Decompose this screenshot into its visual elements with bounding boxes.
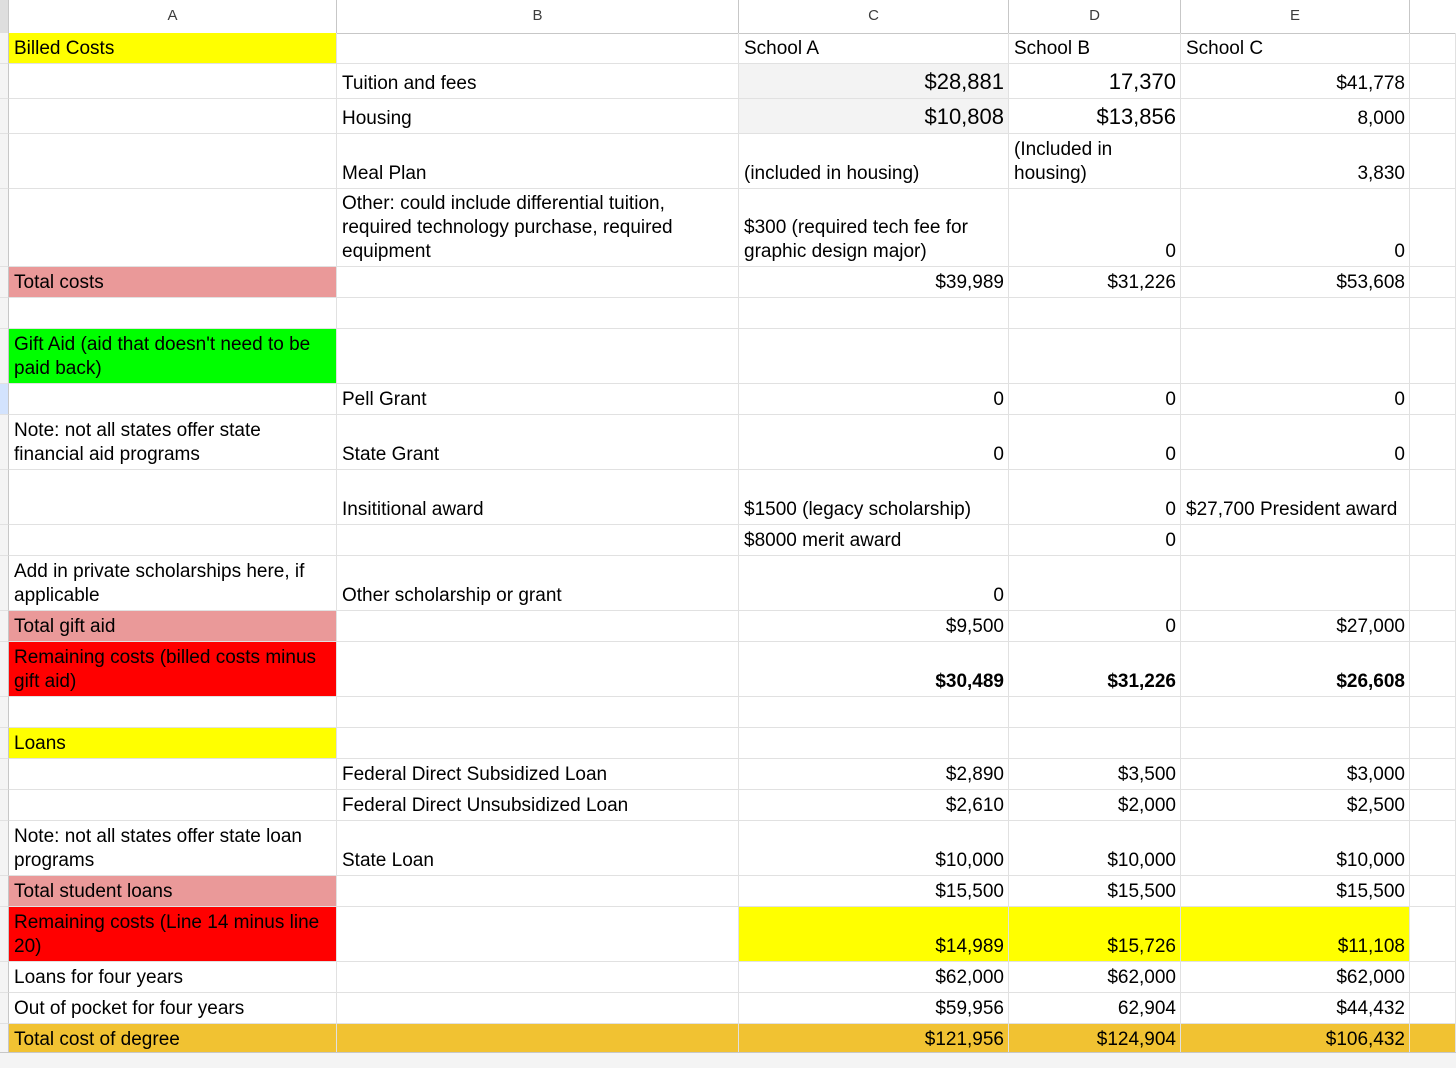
cell-f[interactable] bbox=[1410, 189, 1456, 267]
cell-b[interactable] bbox=[337, 611, 739, 642]
cell-d[interactable] bbox=[1009, 821, 1181, 876]
cell-text: $39,989 bbox=[935, 272, 1004, 293]
cell-c[interactable] bbox=[739, 556, 1009, 611]
cell-c[interactable] bbox=[739, 525, 1009, 556]
cell-d[interactable] bbox=[1009, 267, 1181, 298]
cell-text: $62,000 bbox=[1336, 967, 1405, 988]
horizontal-scrollbar[interactable] bbox=[0, 1052, 1456, 1068]
table-row bbox=[0, 470, 1456, 525]
cell-f[interactable] bbox=[1410, 470, 1456, 525]
cell-text: $28,881 bbox=[924, 69, 1004, 94]
cell-text: $106,432 bbox=[1325, 1029, 1405, 1050]
row-header[interactable] bbox=[0, 697, 9, 728]
cell-f[interactable] bbox=[1410, 993, 1456, 1024]
cell-e[interactable] bbox=[1181, 876, 1410, 907]
cell-b[interactable] bbox=[337, 697, 739, 728]
cell-a[interactable] bbox=[9, 907, 337, 962]
cell-text: School A bbox=[744, 38, 819, 59]
cell-a[interactable] bbox=[9, 384, 337, 415]
cell-c[interactable] bbox=[739, 907, 1009, 962]
cell-b[interactable] bbox=[337, 993, 739, 1024]
cell-a[interactable] bbox=[9, 642, 337, 697]
cell-a[interactable] bbox=[9, 1024, 337, 1055]
table-row bbox=[0, 298, 1456, 329]
cell-text: $14,989 bbox=[935, 936, 1004, 957]
cell-d[interactable] bbox=[1009, 470, 1181, 525]
cell-a[interactable] bbox=[9, 790, 337, 821]
cell-a[interactable] bbox=[9, 470, 337, 525]
cell-a[interactable] bbox=[9, 525, 337, 556]
cell-text: (included in housing) bbox=[744, 163, 920, 184]
cell-c[interactable] bbox=[739, 642, 1009, 697]
cell-text: 0 bbox=[1394, 444, 1405, 465]
cell-e[interactable] bbox=[1181, 790, 1410, 821]
cell-text: 0 bbox=[993, 585, 1004, 606]
cell-b[interactable] bbox=[337, 821, 739, 876]
row-header[interactable] bbox=[0, 556, 9, 611]
cell-e[interactable] bbox=[1181, 1024, 1410, 1055]
cell-b[interactable] bbox=[337, 99, 739, 134]
cell-text: 0 bbox=[993, 444, 1004, 465]
cell-d[interactable] bbox=[1009, 298, 1181, 329]
cell-text: $31,226 bbox=[1107, 671, 1176, 692]
cell-text: Other scholarship or grant bbox=[342, 585, 562, 606]
table-row bbox=[0, 611, 1456, 642]
cell-f[interactable] bbox=[1410, 298, 1456, 329]
cell-text: $9,500 bbox=[945, 616, 1004, 637]
cell-text: $10,808 bbox=[924, 104, 1004, 129]
cell-e[interactable] bbox=[1181, 99, 1410, 134]
cell-a[interactable] bbox=[9, 821, 337, 876]
cell-a[interactable] bbox=[9, 329, 337, 384]
cell-text: $62,000 bbox=[935, 967, 1004, 988]
cell-b[interactable] bbox=[337, 33, 739, 64]
cell-d[interactable] bbox=[1009, 993, 1181, 1024]
cell-c[interactable] bbox=[739, 1024, 1009, 1055]
cell-text: 3,830 bbox=[1357, 163, 1405, 184]
table-row bbox=[0, 697, 1456, 728]
cell-f[interactable] bbox=[1410, 134, 1456, 189]
cell-a[interactable] bbox=[9, 415, 337, 470]
cell-d[interactable] bbox=[1009, 329, 1181, 384]
cell-c[interactable] bbox=[739, 189, 1009, 267]
cell-b[interactable] bbox=[337, 962, 739, 993]
cell-a[interactable] bbox=[9, 298, 337, 329]
cell-f[interactable] bbox=[1410, 962, 1456, 993]
cell-e[interactable] bbox=[1181, 64, 1410, 99]
cell-a[interactable] bbox=[9, 697, 337, 728]
cell-d[interactable] bbox=[1009, 64, 1181, 99]
cell-b[interactable] bbox=[337, 728, 739, 759]
cell-text: 17,370 bbox=[1108, 69, 1176, 94]
cell-text: 0 bbox=[993, 389, 1004, 410]
cell-a[interactable] bbox=[9, 134, 337, 189]
cell-e[interactable] bbox=[1181, 907, 1410, 962]
cell-text: 0 bbox=[1165, 499, 1176, 520]
cell-f[interactable] bbox=[1410, 759, 1456, 790]
cell-text: $59,956 bbox=[935, 998, 1004, 1019]
cell-d[interactable] bbox=[1009, 876, 1181, 907]
cell-e[interactable] bbox=[1181, 821, 1410, 876]
cell-d[interactable] bbox=[1009, 907, 1181, 962]
cell-text: $11,108 bbox=[1337, 936, 1405, 957]
cell-f[interactable] bbox=[1410, 99, 1456, 134]
cell-text: $1500 (legacy scholarship) bbox=[744, 499, 972, 520]
cell-e[interactable] bbox=[1181, 993, 1410, 1024]
cell-text: Tuition and fees bbox=[342, 73, 477, 94]
cell-text: Housing bbox=[342, 108, 412, 129]
cell-text: 8,000 bbox=[1357, 108, 1405, 129]
cell-text: Total gift aid bbox=[14, 616, 116, 637]
cell-f[interactable] bbox=[1410, 642, 1456, 697]
cell-text: School C bbox=[1186, 38, 1264, 59]
cell-d[interactable] bbox=[1009, 415, 1181, 470]
cell-d[interactable] bbox=[1009, 962, 1181, 993]
row-header[interactable] bbox=[0, 189, 9, 267]
cell-c[interactable] bbox=[739, 611, 1009, 642]
cell-c[interactable] bbox=[739, 470, 1009, 525]
cell-text: $10,000 bbox=[1107, 850, 1176, 871]
cell-b[interactable] bbox=[337, 876, 739, 907]
cell-f[interactable] bbox=[1410, 907, 1456, 962]
cell-c[interactable] bbox=[739, 267, 1009, 298]
cell-b[interactable] bbox=[337, 642, 739, 697]
row-header[interactable] bbox=[0, 134, 9, 189]
cell-e[interactable] bbox=[1181, 470, 1410, 525]
cell-c[interactable] bbox=[739, 821, 1009, 876]
cell-e[interactable] bbox=[1181, 759, 1410, 790]
cell-d[interactable] bbox=[1009, 1024, 1181, 1055]
cell-b[interactable] bbox=[337, 556, 739, 611]
table-row bbox=[0, 993, 1456, 1024]
row-header[interactable] bbox=[0, 611, 9, 642]
cell-text: $15,500 bbox=[935, 881, 1004, 902]
cell-text: Remaining costs (Line 14 minus line 20) bbox=[14, 912, 320, 957]
cell-f[interactable] bbox=[1410, 267, 1456, 298]
row-header[interactable] bbox=[0, 821, 9, 876]
row-header[interactable] bbox=[0, 1024, 9, 1055]
table-row bbox=[0, 876, 1456, 907]
cell-c[interactable] bbox=[739, 962, 1009, 993]
table-row bbox=[0, 962, 1456, 993]
cell-text: $15,500 bbox=[1336, 881, 1405, 902]
cell-text: $300 (required tech fee for graphic design major) bbox=[744, 217, 968, 262]
column-header-b[interactable]: B bbox=[337, 0, 739, 33]
table-row bbox=[0, 189, 1456, 267]
column-header-e[interactable]: E bbox=[1181, 0, 1410, 33]
cell-d[interactable] bbox=[1009, 642, 1181, 697]
row-header[interactable] bbox=[0, 99, 9, 134]
cell-f[interactable] bbox=[1410, 556, 1456, 611]
table-row bbox=[0, 329, 1456, 384]
cell-e[interactable] bbox=[1181, 642, 1410, 697]
cell-text: $62,000 bbox=[1107, 967, 1176, 988]
table-row bbox=[0, 134, 1456, 189]
cell-d[interactable] bbox=[1009, 189, 1181, 267]
cell-text: Note: not all states offer state financial aid programs bbox=[14, 420, 261, 465]
cell-a[interactable] bbox=[9, 189, 337, 267]
cell-text: Loans for four years bbox=[14, 967, 183, 988]
cell-f[interactable] bbox=[1410, 384, 1456, 415]
cell-text: $13,856 bbox=[1096, 104, 1176, 129]
cell-c[interactable] bbox=[739, 134, 1009, 189]
cell-b[interactable] bbox=[337, 298, 739, 329]
cell-text: $3,000 bbox=[1346, 764, 1405, 785]
cell-d[interactable] bbox=[1009, 134, 1181, 189]
row-header[interactable] bbox=[0, 759, 9, 790]
cell-text: Total costs bbox=[14, 272, 104, 293]
cell-c[interactable] bbox=[739, 99, 1009, 134]
cell-text: $53,608 bbox=[1336, 272, 1405, 293]
cell-d[interactable] bbox=[1009, 384, 1181, 415]
cell-e[interactable] bbox=[1181, 189, 1410, 267]
row-header[interactable] bbox=[0, 993, 9, 1024]
cell-text: 0 bbox=[1165, 444, 1176, 465]
table-row bbox=[0, 642, 1456, 697]
table-row bbox=[0, 907, 1456, 962]
cell-text: Out of pocket for four years bbox=[14, 998, 245, 1019]
cell-text: $26,608 bbox=[1336, 671, 1405, 692]
cell-f[interactable] bbox=[1410, 415, 1456, 470]
cell-a[interactable] bbox=[9, 611, 337, 642]
row-header[interactable] bbox=[0, 64, 9, 99]
cell-text: $41,778 bbox=[1336, 73, 1405, 94]
cell-e[interactable] bbox=[1181, 611, 1410, 642]
cell-c[interactable] bbox=[739, 876, 1009, 907]
cell-b[interactable] bbox=[337, 64, 739, 99]
cell-a[interactable] bbox=[9, 99, 337, 134]
cell-d[interactable] bbox=[1009, 611, 1181, 642]
cell-text: $2,890 bbox=[945, 764, 1004, 785]
cell-e[interactable] bbox=[1181, 525, 1410, 556]
cell-text: Pell Grant bbox=[342, 389, 427, 410]
cell-e[interactable] bbox=[1181, 962, 1410, 993]
table-row bbox=[0, 33, 1456, 64]
row-header[interactable] bbox=[0, 329, 9, 384]
table-row bbox=[0, 267, 1456, 298]
row-header[interactable] bbox=[0, 728, 9, 759]
cell-b[interactable] bbox=[337, 384, 739, 415]
cell-b[interactable] bbox=[337, 1024, 739, 1055]
cell-a[interactable] bbox=[9, 64, 337, 99]
table-row bbox=[0, 821, 1456, 876]
cell-a[interactable] bbox=[9, 267, 337, 298]
cell-text: 62,904 bbox=[1117, 998, 1176, 1019]
cell-text: Total cost of degree bbox=[14, 1029, 180, 1050]
table-row bbox=[0, 99, 1456, 134]
table-row bbox=[0, 525, 1456, 556]
cell-b[interactable] bbox=[337, 415, 739, 470]
table-row bbox=[0, 1024, 1456, 1055]
cell-d[interactable] bbox=[1009, 697, 1181, 728]
table-row bbox=[0, 64, 1456, 99]
cell-b[interactable] bbox=[337, 189, 739, 267]
row-header[interactable] bbox=[0, 384, 9, 415]
cell-c[interactable] bbox=[739, 64, 1009, 99]
cell-text: $121,956 bbox=[924, 1029, 1004, 1050]
row-header[interactable] bbox=[0, 298, 9, 329]
cell-text: $124,904 bbox=[1096, 1029, 1176, 1050]
table-row bbox=[0, 759, 1456, 790]
cell-f[interactable] bbox=[1410, 728, 1456, 759]
cell-text: $30,489 bbox=[935, 671, 1004, 692]
table-row bbox=[0, 556, 1456, 611]
cell-a[interactable] bbox=[9, 759, 337, 790]
cell-text: (Included in housing) bbox=[1014, 139, 1113, 184]
cell-d[interactable] bbox=[1009, 33, 1181, 64]
cell-d[interactable] bbox=[1009, 99, 1181, 134]
select-all-corner[interactable] bbox=[0, 0, 9, 33]
cell-text: Other: could include differential tuition, required technology purchase, required equipment bbox=[342, 193, 673, 262]
cell-c[interactable] bbox=[739, 697, 1009, 728]
cell-text: $31,226 bbox=[1107, 272, 1176, 293]
cell-f[interactable] bbox=[1410, 64, 1456, 99]
cell-text: 0 bbox=[1394, 389, 1405, 410]
cell-c[interactable] bbox=[739, 728, 1009, 759]
cell-text: $2,500 bbox=[1346, 795, 1405, 816]
cell-c[interactable] bbox=[739, 993, 1009, 1024]
row-header[interactable] bbox=[0, 642, 9, 697]
row-header[interactable] bbox=[0, 525, 9, 556]
table-row bbox=[0, 728, 1456, 759]
cell-f[interactable] bbox=[1410, 33, 1456, 64]
cell-e[interactable] bbox=[1181, 697, 1410, 728]
cell-d[interactable] bbox=[1009, 556, 1181, 611]
cell-a[interactable] bbox=[9, 876, 337, 907]
cell-b[interactable] bbox=[337, 329, 739, 384]
cell-e[interactable] bbox=[1181, 33, 1410, 64]
row-header[interactable] bbox=[0, 876, 9, 907]
column-header-a[interactable]: A bbox=[9, 0, 337, 33]
cell-text: Federal Direct Unsubsidized Loan bbox=[342, 795, 629, 816]
cell-e[interactable] bbox=[1181, 267, 1410, 298]
cell-e[interactable] bbox=[1181, 728, 1410, 759]
cell-e[interactable] bbox=[1181, 329, 1410, 384]
cell-e[interactable] bbox=[1181, 384, 1410, 415]
cell-a[interactable] bbox=[9, 728, 337, 759]
row-header[interactable] bbox=[0, 33, 9, 64]
cell-b[interactable] bbox=[337, 790, 739, 821]
cell-text: Note: not all states offer state loan programs bbox=[14, 826, 302, 871]
table-row bbox=[0, 384, 1456, 415]
column-header-row bbox=[0, 0, 1456, 34]
cell-text: $10,000 bbox=[1336, 850, 1405, 871]
cell-text: Total student loans bbox=[14, 881, 173, 902]
cell-e[interactable] bbox=[1181, 556, 1410, 611]
cell-text: $27,700 President award bbox=[1186, 499, 1398, 520]
cell-c[interactable] bbox=[739, 759, 1009, 790]
cell-text: State Loan bbox=[342, 850, 434, 871]
cell-text: 0 bbox=[1165, 616, 1176, 637]
cell-text: $10,000 bbox=[935, 850, 1004, 871]
cell-e[interactable] bbox=[1181, 134, 1410, 189]
table-row bbox=[0, 790, 1456, 821]
cell-text: Add in private scholarships here, if applicable bbox=[14, 561, 305, 606]
row-header[interactable] bbox=[0, 962, 9, 993]
cell-text: Remaining costs (billed costs minus gift aid) bbox=[14, 647, 317, 692]
cell-f[interactable] bbox=[1410, 821, 1456, 876]
cell-text: Meal Plan bbox=[342, 163, 427, 184]
row-header[interactable] bbox=[0, 267, 9, 298]
cell-f[interactable] bbox=[1410, 329, 1456, 384]
cell-d[interactable] bbox=[1009, 759, 1181, 790]
cell-text: $15,726 bbox=[1107, 936, 1176, 957]
cell-text: Loans bbox=[14, 733, 66, 754]
cell-text: Gift Aid (aid that doesn't need to be paid back) bbox=[14, 334, 311, 379]
cell-c[interactable] bbox=[739, 415, 1009, 470]
cell-f[interactable] bbox=[1410, 611, 1456, 642]
cell-text: $15,500 bbox=[1107, 881, 1176, 902]
cell-c[interactable] bbox=[739, 329, 1009, 384]
cell-f[interactable] bbox=[1410, 525, 1456, 556]
cell-text: 0 bbox=[1165, 389, 1176, 410]
cell-f[interactable] bbox=[1410, 876, 1456, 907]
cell-b[interactable] bbox=[337, 267, 739, 298]
cell-e[interactable] bbox=[1181, 298, 1410, 329]
cell-a[interactable] bbox=[9, 33, 337, 64]
cell-c[interactable] bbox=[739, 790, 1009, 821]
cell-text: $3,500 bbox=[1117, 764, 1176, 785]
cell-a[interactable] bbox=[9, 556, 337, 611]
cell-c[interactable] bbox=[739, 33, 1009, 64]
cell-c[interactable] bbox=[739, 298, 1009, 329]
row-header[interactable] bbox=[0, 470, 9, 525]
column-header-c[interactable]: C bbox=[739, 0, 1009, 33]
cell-b[interactable] bbox=[337, 759, 739, 790]
cell-f[interactable] bbox=[1410, 697, 1456, 728]
cell-text: 0 bbox=[1165, 241, 1176, 262]
cell-text: 0 bbox=[1394, 241, 1405, 262]
cell-text: School B bbox=[1014, 38, 1091, 59]
cell-c[interactable] bbox=[739, 384, 1009, 415]
row-header[interactable] bbox=[0, 415, 9, 470]
cell-b[interactable] bbox=[337, 470, 739, 525]
cell-text: $44,432 bbox=[1336, 998, 1405, 1019]
row-header[interactable] bbox=[0, 907, 9, 962]
cell-text: Insititional award bbox=[342, 499, 484, 520]
table-row bbox=[0, 415, 1456, 470]
cell-d[interactable] bbox=[1009, 525, 1181, 556]
cell-d[interactable] bbox=[1009, 728, 1181, 759]
row-header[interactable] bbox=[0, 790, 9, 821]
cell-a[interactable] bbox=[9, 993, 337, 1024]
cell-f[interactable] bbox=[1410, 790, 1456, 821]
cell-text: $8000 merit award bbox=[744, 530, 902, 551]
cell-text: Billed Costs bbox=[14, 38, 115, 59]
cell-b[interactable] bbox=[337, 525, 739, 556]
column-header-d[interactable]: D bbox=[1009, 0, 1181, 33]
cell-a[interactable] bbox=[9, 962, 337, 993]
cell-e[interactable] bbox=[1181, 415, 1410, 470]
cell-text: $2,610 bbox=[945, 795, 1004, 816]
cell-text: $2,000 bbox=[1117, 795, 1176, 816]
cell-text: Federal Direct Subsidized Loan bbox=[342, 764, 608, 785]
cell-b[interactable] bbox=[337, 134, 739, 189]
cell-f[interactable] bbox=[1410, 1024, 1456, 1055]
cell-d[interactable] bbox=[1009, 790, 1181, 821]
cell-text: 0 bbox=[1165, 530, 1176, 551]
cell-text: $27,000 bbox=[1336, 616, 1405, 637]
cell-b[interactable] bbox=[337, 907, 739, 962]
cell-text: State Grant bbox=[342, 444, 440, 465]
